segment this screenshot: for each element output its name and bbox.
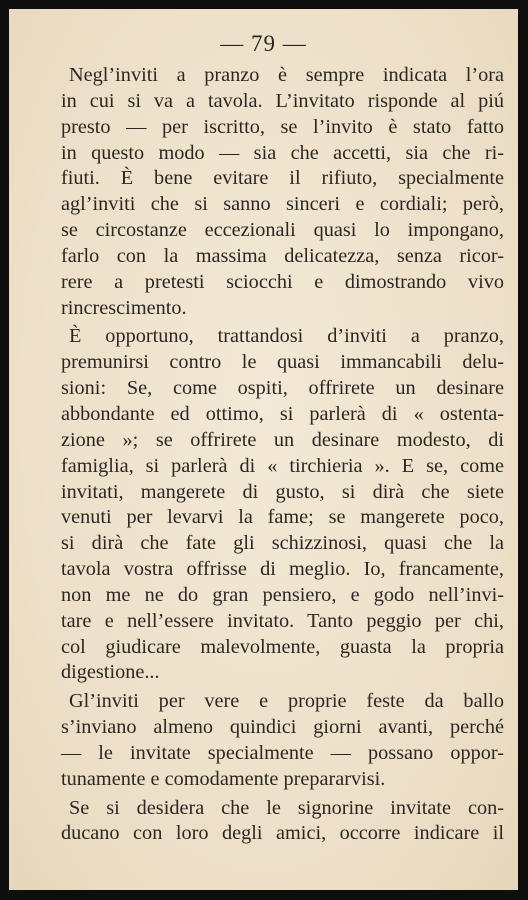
text-line: È opportuno, trattandosi d’inviti a pranzo, bbox=[69, 325, 504, 348]
text-line: col giudicare malevolmente, guasta la propria bbox=[61, 635, 504, 658]
page-body bbox=[61, 63, 504, 847]
text-line: non me ne do gran pensiero, e godo nell’invi- bbox=[61, 583, 504, 606]
book-page bbox=[9, 9, 518, 890]
paragraph-4 bbox=[61, 796, 504, 848]
text-line: farlo con la massima delicatezza, senza ricor- bbox=[61, 244, 504, 267]
text-line: se circostanze eccezionali quasi lo impongano, bbox=[61, 219, 504, 242]
paragraph-3 bbox=[61, 689, 504, 792]
text-line: tunamente e comodamente prepararvisi. bbox=[61, 767, 386, 790]
text-line: famiglia, si parlerà di « tirchieria ». E se, come bbox=[61, 454, 504, 477]
text-line: invitati, mangerete di gusto, si dirà che siete bbox=[61, 480, 504, 503]
text-line: in cui si va a tavola. L’invitato risponde al piú bbox=[61, 89, 504, 112]
page-number: — 79 — bbox=[220, 31, 307, 56]
text-line: fiuti. È bene evitare il rifiuto, specialmente bbox=[61, 167, 504, 190]
text-line: digestione... bbox=[61, 661, 160, 684]
text-line: abbondante ed ottimo, si parlerà di « ostenta- bbox=[61, 402, 504, 425]
text-line: in questo modo — sia che accetti, sia che ri- bbox=[61, 141, 504, 164]
text-line: sioni: Se, come ospiti, offrirete un desinare bbox=[61, 377, 504, 400]
text-line: tavola vostra offrisse di meglio. Io, francamente, bbox=[61, 558, 504, 581]
text-line: tare e nell’essere invitato. Tanto peggio per chi, bbox=[61, 609, 504, 632]
text-line: ducano con loro degli amici, occorre indicare il bbox=[61, 822, 504, 845]
text-line: rere a pretesti sciocchi e dimostrando vivo bbox=[61, 270, 504, 293]
text-line: agl’inviti che si sanno sinceri e cordiali; però, bbox=[61, 193, 504, 216]
text-line: s’inviano almeno quindici giorni avanti, perché bbox=[61, 716, 504, 739]
text-line: Se si desidera che le signorine invitate con- bbox=[69, 796, 504, 819]
paragraph-1 bbox=[61, 63, 504, 321]
text-line: venuti per levarvi la fame; se mangerete poco, bbox=[61, 506, 504, 529]
text-line: Negl’inviti a pranzo è sempre indicata l’ora bbox=[69, 64, 504, 86]
text-line: zione »; se offrirete un desinare modesto, di bbox=[61, 428, 504, 451]
text-line: premunirsi contro le quasi immancabili delu- bbox=[61, 351, 504, 374]
text-line: — le invitate specialmente — possano oppor- bbox=[61, 741, 504, 764]
paragraph-2 bbox=[61, 324, 504, 686]
text-line: Gl’inviti per vere e proprie feste da ballo bbox=[69, 690, 504, 713]
text-line: si dirà che fate gli schizzinosi, quasi che la bbox=[61, 532, 504, 555]
text-line: rincrescimento. bbox=[61, 296, 187, 319]
text-line: presto — per iscritto, se l’invito è stato fatto bbox=[61, 115, 504, 138]
